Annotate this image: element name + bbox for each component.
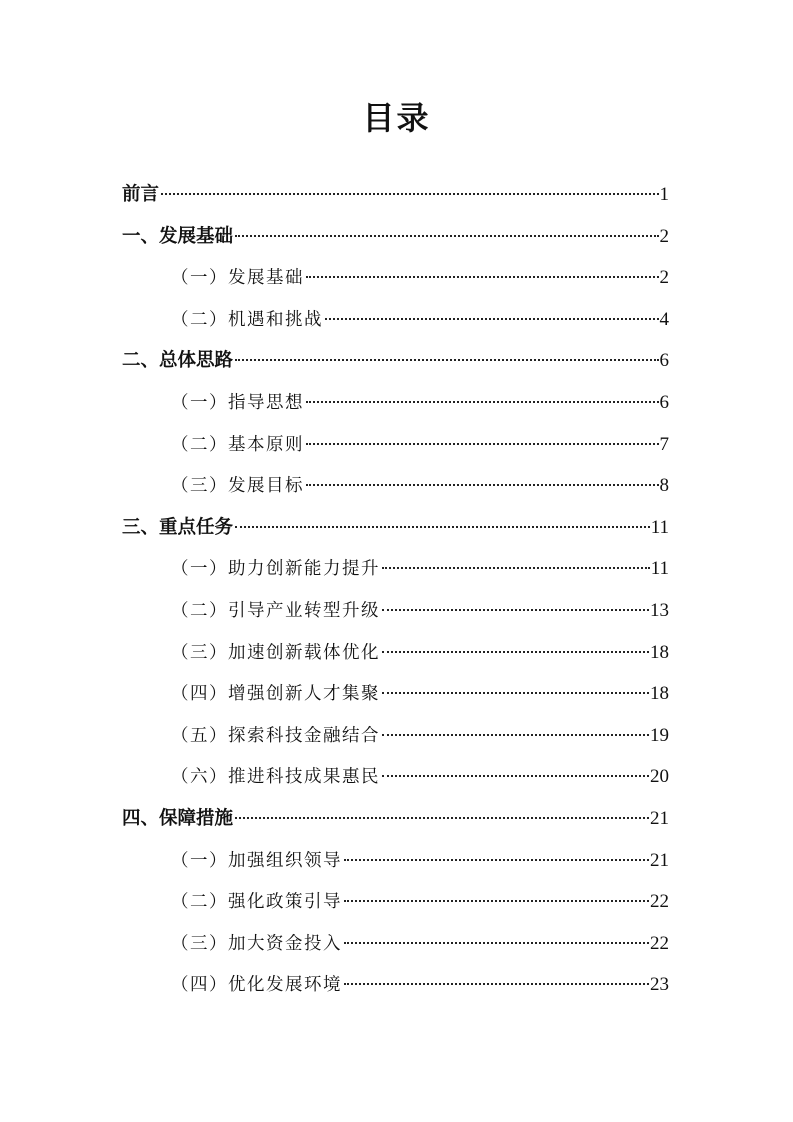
toc-entry-label: 一、发展基础 [122,225,234,247]
toc-page-number: 11 [650,516,669,538]
toc-page-number: 11 [650,558,669,580]
toc-section-entry[interactable] [171,764,669,790]
toc-section-entry[interactable] [171,307,669,333]
toc-dot-leader [382,775,649,777]
toc-dot-leader [382,651,649,653]
toc-page-number: 13 [650,600,669,621]
toc-section-entry[interactable] [171,889,669,915]
toc-entry-label: （一）发展基础 [171,268,304,289]
toc-dot-leader [382,692,649,694]
toc-dot-leader [161,193,658,195]
toc-chapter-entry[interactable] [122,515,669,541]
toc-entry-label: 二、总体思路 [122,350,234,372]
toc-section-entry[interactable] [171,848,669,874]
toc-entry-label: 四、保障措施 [122,808,234,829]
toc-section-entry[interactable] [171,972,669,998]
toc-page-number: 1 [659,184,669,205]
toc-dot-leader [382,734,649,736]
toc-page-number: 2 [659,267,669,289]
toc-chapter-entry[interactable] [122,806,669,832]
toc-dot-leader [344,859,649,861]
toc-page-number: 22 [650,932,669,954]
toc-page-number: 6 [659,350,669,372]
toc-entry-label: （一）助力创新能力提升 [171,559,380,580]
toc-entry-label: （二）基本原则 [171,434,304,455]
toc-page-number: 22 [650,891,669,913]
toc-dot-leader [306,484,659,486]
toc-section-entry[interactable] [171,390,669,416]
toc-dot-leader [235,526,650,528]
toc-chapter-entry[interactable] [122,348,669,374]
toc-dot-leader [235,235,658,237]
toc-section-entry[interactable] [171,473,669,499]
toc-dot-leader [235,817,649,819]
toc-entry-label: （三）加速创新载体优化 [171,642,380,663]
toc-entry-label: （六）推进科技成果惠民 [171,767,380,788]
toc-entry-label: （一）指导思想 [171,393,304,413]
toc-chapter-entry[interactable] [122,182,669,208]
toc-section-entry[interactable] [171,681,669,707]
toc-entry-label: （二）强化政策引导 [171,892,342,913]
toc-entry-label: （二）引导产业转型升级 [171,601,380,621]
toc-section-entry[interactable] [171,931,669,957]
toc-dot-leader [382,567,650,569]
toc-page-number: 23 [650,974,669,996]
toc-dot-leader [306,276,659,278]
toc-dot-leader [325,318,659,320]
toc-page-number: 2 [659,225,669,247]
toc-entry-label: （二）机遇和挑战 [171,309,323,330]
toc-page-number: 4 [659,308,669,330]
toc-page-number: 8 [659,475,669,497]
toc-entry-label: （四）增强创新人才集聚 [171,684,380,705]
toc-section-entry[interactable] [171,556,669,582]
toc-entry-label: （三）加大资金投入 [171,933,342,954]
toc-title: 目录 [362,99,431,137]
toc-entry-label: 前言 [122,184,160,205]
toc-page-number: 20 [650,766,669,788]
toc-chapter-entry[interactable] [122,224,669,250]
toc-dot-leader [344,900,649,902]
toc-entry-label: （四）优化发展环境 [171,975,342,996]
toc-page-number: 18 [650,641,669,663]
toc-dot-leader [344,983,649,985]
toc-dot-leader [382,609,649,611]
toc-section-entry[interactable] [171,598,669,624]
toc-page-number: 18 [650,683,669,705]
toc-page-number: 6 [659,392,669,413]
toc-page-number: 21 [650,808,669,829]
toc-dot-leader [306,443,659,445]
toc-dot-leader [306,401,659,403]
toc-section-entry[interactable] [171,432,669,458]
toc-section-entry[interactable] [171,640,669,666]
toc-page-number: 19 [650,724,669,746]
toc-entry-label: （三）发展目标 [171,476,304,497]
toc-section-entry[interactable] [171,265,669,291]
toc-section-entry[interactable] [171,723,669,749]
toc-dot-leader [235,359,658,361]
toc-entry-label: （五）探索科技金融结合 [171,725,380,746]
toc-entry-label: 三、重点任务 [122,516,234,538]
toc-entry-label: （一）加强组织领导 [171,850,342,871]
toc-dot-leader [344,942,649,944]
toc-page-number: 7 [659,433,669,455]
toc-page-number: 21 [650,849,669,871]
